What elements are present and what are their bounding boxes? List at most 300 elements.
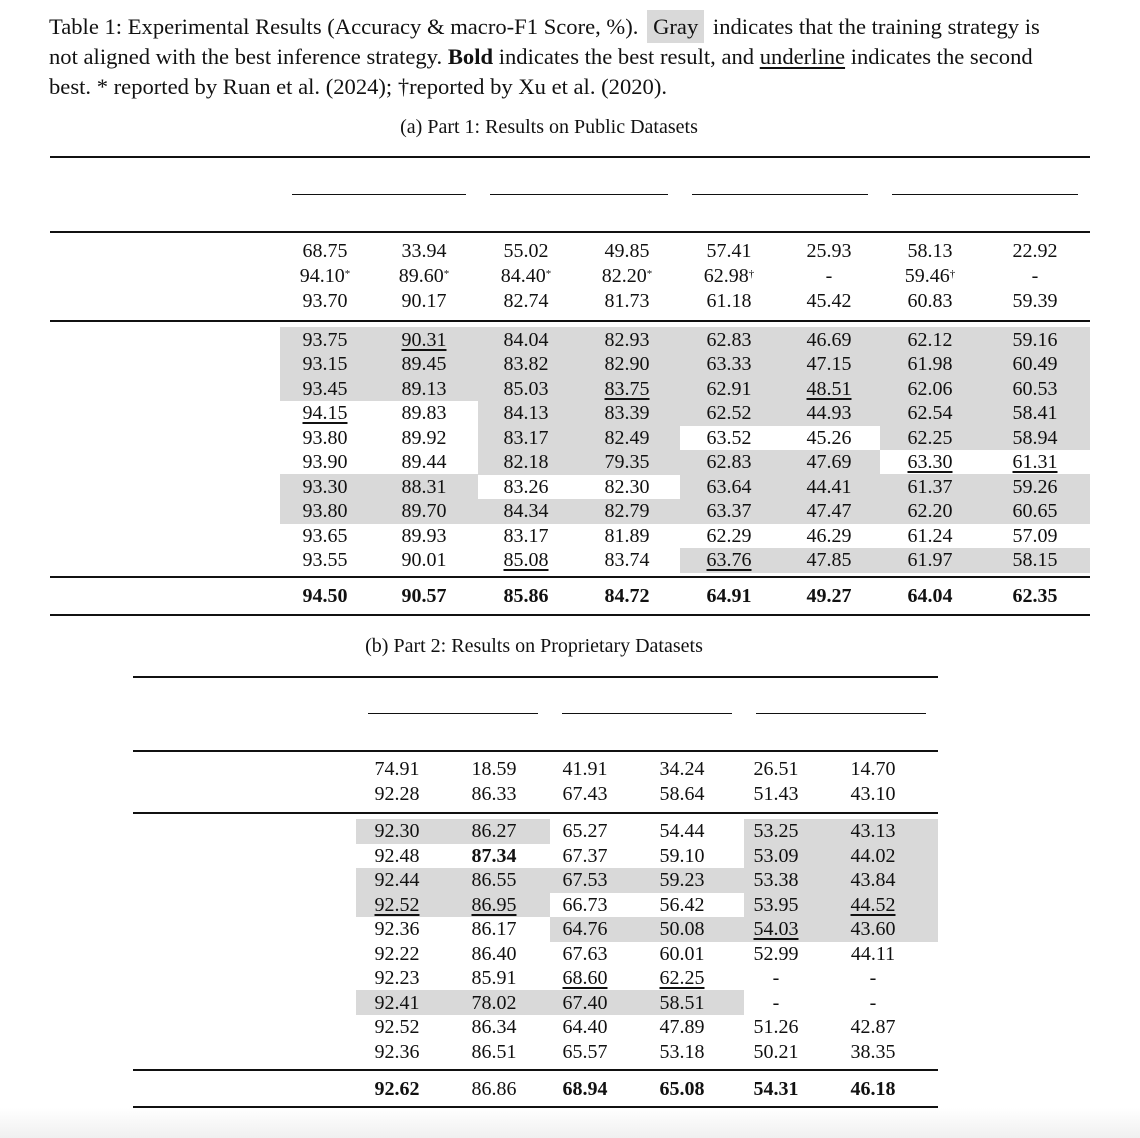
value-cell (680, 289, 778, 313)
value-text: 62.52 (706, 402, 752, 424)
value-text: 47.89 (659, 1016, 705, 1038)
value-text: 60.83 (907, 290, 953, 312)
value-text: - (869, 991, 877, 1014)
value-text: - (1031, 265, 1039, 287)
value-text: 67.37 (562, 844, 608, 867)
value-cell (574, 352, 680, 376)
value-text: 83.17 (503, 426, 549, 449)
value-text: 43.10 (850, 783, 896, 805)
value-cell (744, 782, 808, 806)
value-cell (620, 782, 744, 806)
asterisk-footnote-mark: * (443, 268, 450, 280)
value-text: 64.04 (907, 585, 953, 607)
value-cell (574, 499, 680, 523)
value-cell (356, 844, 438, 868)
value-cell (370, 352, 478, 376)
value-cell (980, 524, 1090, 548)
value-cell (438, 757, 550, 781)
value-cell (574, 548, 680, 572)
subcaption-a: (a) Part 1: Results on Public Datasets (400, 116, 698, 138)
value-text: 60.49 (1012, 353, 1058, 375)
value-cell (680, 450, 778, 474)
value-cell (620, 966, 744, 990)
value-text: 59.23 (659, 869, 705, 891)
value-cell (574, 426, 680, 450)
value-cell (356, 991, 438, 1015)
value-text: 61.37 (907, 475, 953, 498)
value-cell (574, 524, 680, 548)
value-text: 58.51 (659, 991, 705, 1014)
value-cell (980, 352, 1090, 376)
value-text: 83.26 (503, 475, 549, 498)
value-cell (280, 499, 370, 523)
value-text: 54.44 (659, 820, 705, 842)
value-cell (778, 548, 880, 572)
value-text: 59.39 (1012, 290, 1058, 312)
value-cell (370, 264, 478, 288)
baseline-midrule (133, 812, 938, 814)
value-text: 79.35 (604, 451, 650, 473)
value-text: 84.04 (503, 328, 549, 351)
value-cell (880, 377, 980, 401)
value-text: 82.79 (604, 500, 650, 522)
value-text: 63.37 (706, 500, 752, 522)
value-text: 64.40 (562, 1016, 608, 1038)
value-text: 62.29 (706, 524, 752, 547)
value-text: 89.70 (401, 500, 447, 522)
dagger-footnote-mark: † (949, 268, 956, 280)
value-text: 38.35 (850, 1040, 896, 1063)
value-text: 82.20 (601, 265, 647, 287)
value-text: 52.99 (753, 942, 799, 965)
value-cell (356, 893, 438, 917)
value-text: 44.41 (806, 475, 852, 498)
value-cell (680, 475, 778, 499)
value-text: 46.18 (850, 1078, 896, 1100)
value-text: - (869, 967, 877, 989)
value-text: 44.02 (850, 844, 896, 867)
value-cell (980, 328, 1090, 352)
value-cell (680, 401, 778, 425)
value-text: 64.91 (706, 585, 752, 607)
value-text: 63.64 (706, 475, 752, 498)
value-text: 83.82 (503, 353, 549, 375)
value-text: 93.30 (302, 475, 348, 498)
value-text: 61.97 (907, 549, 953, 571)
value-text: 60.65 (1012, 500, 1058, 522)
value-cell (808, 917, 938, 941)
value-text: 63.52 (706, 426, 752, 449)
value-cell (980, 499, 1090, 523)
value-text: 41.91 (562, 758, 608, 780)
value-text: 53.09 (753, 844, 799, 867)
value-cell (550, 991, 620, 1015)
strategy-midrule (50, 576, 1090, 578)
value-cell (778, 328, 880, 352)
value-cell (980, 401, 1090, 425)
value-cell (680, 264, 778, 288)
value-cell (980, 239, 1090, 263)
underline-legend-word: underline (759, 44, 846, 69)
value-cell (680, 328, 778, 352)
value-cell (550, 942, 620, 966)
value-text: 89.13 (401, 377, 447, 400)
value-cell (478, 524, 574, 548)
value-text: 50.21 (753, 1040, 799, 1063)
top-rule (50, 156, 1090, 158)
value-text: 89.93 (401, 524, 447, 547)
value-cell (356, 1077, 438, 1101)
value-text: 56.42 (659, 893, 705, 916)
value-text: 84.34 (503, 500, 549, 522)
value-cell (478, 328, 574, 352)
value-cell (280, 352, 370, 376)
value-cell (478, 499, 574, 523)
value-text: 62.83 (706, 451, 752, 473)
value-cell (880, 328, 980, 352)
value-cell (550, 893, 620, 917)
value-cell (356, 819, 438, 843)
value-text: 58.15 (1012, 549, 1058, 571)
value-cell (478, 426, 574, 450)
value-cell (280, 289, 370, 313)
value-text: 54.31 (753, 1078, 799, 1100)
value-text: 65.27 (562, 820, 608, 842)
value-text: 81.89 (604, 524, 650, 547)
value-cell (808, 1077, 938, 1101)
value-text: 89.45 (401, 353, 447, 375)
value-cell (438, 868, 550, 892)
value-cell (370, 239, 478, 263)
group-cmidrule (562, 713, 732, 714)
bottom-rule (50, 614, 1090, 616)
value-text: 86.86 (471, 1078, 517, 1100)
value-cell (370, 499, 478, 523)
value-cell (680, 239, 778, 263)
value-cell (370, 401, 478, 425)
value-cell (880, 475, 980, 499)
value-cell (808, 819, 938, 843)
value-cell (370, 548, 478, 572)
value-cell (880, 239, 980, 263)
value-cell (680, 548, 778, 572)
value-cell (778, 499, 880, 523)
value-cell (778, 475, 880, 499)
value-text: 43.84 (850, 869, 896, 891)
value-text: 86.33 (471, 783, 517, 805)
value-text: 60.53 (1012, 377, 1058, 400)
value-cell (744, 844, 808, 868)
value-text: 85.08 (503, 549, 549, 571)
value-text: 85.03 (503, 377, 549, 400)
value-text: 78.02 (471, 991, 517, 1014)
value-cell (620, 1077, 744, 1101)
value-cell (620, 1015, 744, 1039)
page-bottom-edge (0, 1108, 1140, 1138)
value-cell (980, 450, 1090, 474)
value-text: 92.30 (374, 820, 420, 842)
value-cell (574, 450, 680, 474)
value-text: 46.69 (806, 328, 852, 351)
value-cell (280, 584, 370, 608)
value-cell (280, 401, 370, 425)
value-text: 65.08 (659, 1078, 705, 1100)
value-cell (550, 917, 620, 941)
value-cell (280, 426, 370, 450)
value-text: 57.09 (1012, 524, 1058, 547)
value-cell (880, 548, 980, 572)
bottom-rule (133, 1106, 938, 1108)
value-text: 92.52 (374, 1016, 420, 1038)
asterisk-footnote-mark: * (646, 268, 653, 280)
value-text: 58.94 (1012, 426, 1058, 449)
value-cell (744, 942, 808, 966)
value-text: 62.83 (706, 328, 752, 351)
value-text: 93.65 (302, 524, 348, 547)
value-cell (744, 1015, 808, 1039)
value-text: 92.23 (374, 967, 420, 989)
value-text: 92.36 (374, 1040, 420, 1063)
value-cell (880, 524, 980, 548)
value-text: 82.93 (604, 328, 650, 351)
value-cell (550, 1040, 620, 1064)
value-text: 59.46 (904, 265, 950, 287)
value-text: 53.25 (753, 820, 799, 842)
value-cell (478, 548, 574, 572)
value-cell (438, 844, 550, 868)
value-cell (778, 450, 880, 474)
value-text: 25.93 (806, 240, 852, 262)
value-cell (744, 966, 808, 990)
value-cell (880, 450, 980, 474)
value-text: 82.49 (604, 426, 650, 449)
value-cell (744, 917, 808, 941)
value-text: 51.26 (753, 1016, 799, 1038)
value-text: 85.91 (471, 967, 517, 989)
value-text: 94.15 (302, 402, 348, 424)
value-cell (680, 377, 778, 401)
value-text: 61.98 (907, 353, 953, 375)
value-cell (980, 548, 1090, 572)
value-text: 83.74 (604, 549, 650, 571)
value-text: 47.85 (806, 549, 852, 571)
caption-text: indicates the best result, and (498, 44, 755, 69)
value-text: 61.31 (1012, 451, 1058, 473)
value-text: 90.17 (401, 290, 447, 312)
value-text: 84.13 (503, 402, 549, 424)
value-cell (880, 289, 980, 313)
value-text: 67.43 (562, 783, 608, 805)
value-text: 93.55 (302, 549, 348, 571)
value-text: 58.41 (1012, 402, 1058, 424)
value-cell (808, 844, 938, 868)
value-text: 86.51 (471, 1040, 517, 1063)
value-text: 34.24 (659, 758, 705, 780)
value-cell (356, 868, 438, 892)
value-text: 62.06 (907, 377, 953, 400)
value-cell (620, 893, 744, 917)
value-text: 83.75 (604, 377, 650, 400)
value-cell (620, 844, 744, 868)
value-cell (370, 450, 478, 474)
value-cell (478, 584, 574, 608)
value-text: 49.85 (604, 240, 650, 262)
value-text: - (825, 265, 833, 287)
value-cell (550, 868, 620, 892)
value-text: 45.26 (806, 426, 852, 449)
value-text: 43.13 (850, 820, 896, 842)
value-cell (370, 584, 478, 608)
value-cell (620, 819, 744, 843)
value-text: 44.52 (850, 893, 896, 916)
value-text: 66.73 (562, 893, 608, 916)
value-cell (574, 239, 680, 263)
value-text: 62.91 (706, 377, 752, 400)
value-cell (478, 377, 574, 401)
value-cell (980, 475, 1090, 499)
value-cell (980, 289, 1090, 313)
value-cell (744, 1040, 808, 1064)
value-cell (680, 584, 778, 608)
value-text: 93.75 (302, 328, 348, 351)
value-text: 92.41 (374, 991, 420, 1014)
value-text: 18.59 (471, 758, 517, 780)
value-cell (620, 917, 744, 941)
value-text: 82.90 (604, 353, 650, 375)
value-cell (356, 757, 438, 781)
value-cell (808, 782, 938, 806)
value-text: 68.60 (562, 967, 608, 989)
value-cell (808, 966, 938, 990)
value-text: 87.34 (471, 844, 517, 867)
value-text: 94.50 (302, 585, 348, 607)
value-text: 82.74 (503, 290, 549, 312)
value-text: 68.94 (562, 1078, 608, 1100)
value-cell (808, 757, 938, 781)
value-cell (280, 239, 370, 263)
value-text: 93.45 (302, 377, 348, 400)
value-text: 81.73 (604, 290, 650, 312)
value-text: 53.18 (659, 1040, 705, 1063)
value-text: 68.75 (302, 240, 348, 262)
value-cell (438, 917, 550, 941)
value-cell (280, 377, 370, 401)
value-text: 42.87 (850, 1016, 896, 1038)
value-text: 83.39 (604, 402, 650, 424)
value-cell (356, 782, 438, 806)
value-cell (620, 1040, 744, 1064)
value-cell (574, 377, 680, 401)
group-cmidrule (368, 713, 538, 714)
value-text: 47.47 (806, 500, 852, 522)
value-cell (280, 264, 370, 288)
group-cmidrule (892, 194, 1078, 195)
value-cell (778, 524, 880, 548)
value-cell (478, 450, 574, 474)
group-cmidrule (490, 194, 668, 195)
value-cell (438, 966, 550, 990)
value-cell (280, 524, 370, 548)
value-cell (438, 1077, 550, 1101)
group-cmidrule (692, 194, 868, 195)
value-text: - (772, 967, 780, 989)
value-cell (280, 548, 370, 572)
value-text: 90.57 (401, 585, 447, 607)
value-cell (280, 450, 370, 474)
value-cell (778, 289, 880, 313)
value-text: 54.03 (753, 918, 799, 940)
value-text: 89.92 (401, 426, 447, 449)
value-text: 74.91 (374, 758, 420, 780)
value-cell (778, 264, 880, 288)
value-text: 59.26 (1012, 475, 1058, 498)
value-text: 82.30 (604, 475, 650, 498)
value-cell (280, 475, 370, 499)
subcaption-b: (b) Part 2: Results on Proprietary Datasets (365, 635, 703, 657)
value-text: 47.69 (806, 451, 852, 473)
caption-text: indicates that the training strategy is not aligned with the best inference strategy. (49, 14, 1040, 69)
value-cell (574, 328, 680, 352)
value-cell (356, 942, 438, 966)
header-midrule (50, 231, 1090, 233)
value-cell (880, 426, 980, 450)
value-cell (880, 499, 980, 523)
value-text: 62.35 (1012, 585, 1058, 607)
value-cell (356, 917, 438, 941)
value-cell (478, 289, 574, 313)
value-text: 93.80 (302, 426, 348, 449)
group-cmidrule (756, 713, 926, 714)
value-cell (980, 584, 1090, 608)
value-cell (438, 1015, 550, 1039)
caption-text: indicates the second best. * reported by Ruan et al. (2024); †reported by Xu et al. (2020). (49, 44, 1033, 99)
value-text: 50.08 (659, 918, 705, 940)
value-text: 86.17 (471, 918, 517, 940)
value-cell (370, 524, 478, 548)
value-text: 63.76 (706, 549, 752, 571)
value-cell (438, 1040, 550, 1064)
value-cell (808, 942, 938, 966)
value-cell (550, 757, 620, 781)
value-cell (778, 584, 880, 608)
value-cell (370, 377, 478, 401)
value-cell (438, 942, 550, 966)
value-text: 63.30 (907, 451, 953, 473)
value-text: 49.27 (806, 585, 852, 607)
value-text: 93.80 (302, 500, 348, 522)
value-cell (620, 868, 744, 892)
value-text: 46.29 (806, 524, 852, 547)
value-cell (438, 991, 550, 1015)
value-text: 53.38 (753, 869, 799, 891)
value-cell (680, 499, 778, 523)
value-cell (438, 893, 550, 917)
value-cell (778, 401, 880, 425)
value-cell (744, 991, 808, 1015)
value-text: 62.25 (659, 967, 705, 989)
header-midrule (133, 750, 938, 752)
value-cell (356, 1015, 438, 1039)
value-cell (808, 893, 938, 917)
value-text: 62.20 (907, 500, 953, 522)
value-text: 62.54 (907, 402, 953, 424)
value-text: 59.16 (1012, 328, 1058, 351)
value-cell (778, 426, 880, 450)
value-text: 93.15 (302, 353, 348, 375)
value-text: 89.44 (401, 451, 447, 473)
value-text: 61.18 (706, 290, 752, 312)
gray-legend-chip: Gray (647, 10, 704, 43)
